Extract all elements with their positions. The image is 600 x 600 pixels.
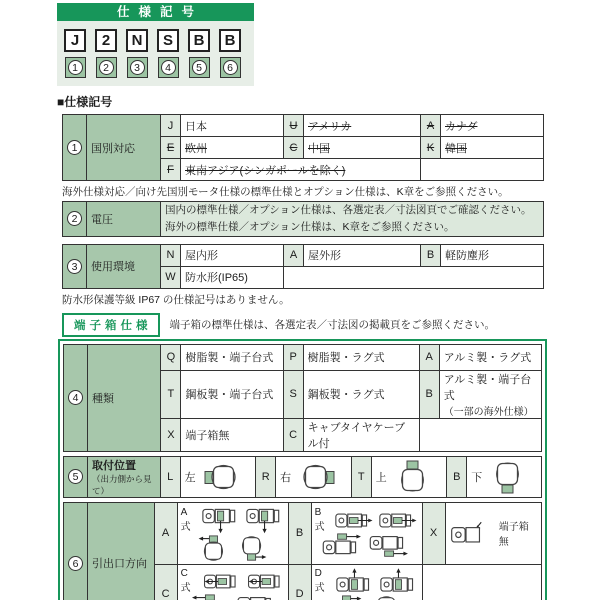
- position-left-label: 左: [184, 471, 196, 484]
- code-column: [157, 29, 179, 78]
- value-cell: 中国: [304, 137, 421, 159]
- environment-table: [62, 244, 544, 289]
- value-cell: [371, 456, 447, 497]
- code-cell: A: [419, 344, 439, 370]
- code-cell: F: [161, 159, 181, 181]
- code-cell: T: [351, 456, 371, 497]
- table-row: [64, 502, 542, 564]
- no-terminal-box-diagram: [445, 502, 541, 564]
- value-cell: 屋外形: [304, 244, 421, 266]
- code-letter-6: B: [219, 29, 241, 52]
- row-number-cell: [63, 202, 87, 237]
- code-column: [126, 29, 148, 78]
- motor-side-box-bottom-lead-right-icon: [369, 533, 411, 559]
- circled-number: 2: [99, 60, 114, 75]
- motor-front-box-top-lead-right-icon: [330, 595, 364, 600]
- motor-side-box-top-lead-left-icon: [188, 594, 230, 600]
- country-table: [62, 114, 544, 181]
- code-cell: X: [422, 502, 445, 564]
- row-label: 種類: [88, 344, 161, 451]
- row-label: 国別対応: [87, 115, 161, 181]
- value-cell: [439, 370, 541, 418]
- value-cell: [276, 456, 352, 497]
- direction-c-diagram: [177, 564, 288, 600]
- empty-cell: [284, 266, 544, 288]
- value-cell: アルミ製・ラグ式: [439, 344, 541, 370]
- value-cell: 鋼板製・ラグ式: [303, 370, 419, 418]
- code-cell: B: [419, 370, 439, 418]
- row-label: [88, 456, 161, 497]
- type-table: [63, 344, 542, 452]
- direction-a-diagram: [177, 502, 288, 564]
- code-cell: S: [283, 370, 303, 418]
- code-cell: Q: [161, 344, 181, 370]
- table-row: [63, 244, 544, 266]
- code-number-5: [189, 57, 210, 78]
- circled-number: 4: [161, 60, 176, 75]
- position-top-label: 上: [375, 471, 387, 484]
- code-cell: A: [154, 502, 177, 564]
- motor-box-bottom-icon: [490, 460, 524, 494]
- position-right-label: 右: [280, 471, 292, 484]
- circled-number: 5: [68, 469, 83, 484]
- circled-number: 6: [223, 60, 238, 75]
- motor-side-lead-down-icon: [246, 505, 285, 535]
- no-terminal-box-label: 端子箱無: [498, 522, 529, 549]
- terminal-box-table-group: [58, 339, 547, 600]
- mount-label: 取付位置: [92, 459, 136, 472]
- motor-side-lead-left-icon: [202, 569, 241, 594]
- code-cell: C: [284, 137, 304, 159]
- type-a-label: A式: [180, 506, 191, 533]
- motor-front-box-bottom-lead-left-icon: [369, 595, 403, 600]
- row-number-cell: [64, 344, 88, 451]
- motor-box-left-icon: [204, 462, 240, 492]
- circled-number: 2: [67, 211, 82, 226]
- value-cell: 防水形(IP65): [181, 266, 284, 288]
- value-cell: 樹脂製・ラグ式: [303, 344, 419, 370]
- voltage-line-2: 海外の標準仕様／オプション仕様は、K章をご参照ください。: [165, 220, 455, 233]
- circled-number: 3: [67, 259, 82, 274]
- type-b-label: B式: [314, 507, 325, 534]
- code-cell: R: [256, 456, 276, 497]
- code-cell: C: [154, 564, 177, 600]
- code-cell: L: [160, 456, 180, 497]
- value-cell: カナダ: [441, 115, 544, 137]
- code-letter-5: B: [188, 29, 210, 52]
- type-c-label: C式: [180, 568, 191, 595]
- row-number-cell: [64, 456, 88, 497]
- circled-number: 1: [68, 60, 83, 75]
- motor-side-lead-right-icon: [335, 508, 374, 533]
- section-heading: ■仕様記号: [57, 95, 113, 109]
- code-cell: T: [161, 370, 181, 418]
- code-cell: A: [421, 115, 441, 137]
- code-letter-4: S: [157, 29, 179, 52]
- code-cell: D: [288, 564, 311, 600]
- motor-side-box-bottom-lead-left-icon: [235, 594, 277, 600]
- code-cell: A: [284, 244, 304, 266]
- mount-position-table: [63, 456, 542, 498]
- terminal-box-note: 端子箱の標準仕様は、各選定表／寸法図の掲載頁をご参照ください。: [169, 319, 495, 332]
- value-cell: 軽防塵形: [441, 244, 544, 266]
- code-column: [95, 29, 117, 78]
- code-letter-3: N: [126, 29, 148, 52]
- motor-no-box-icon: [449, 519, 490, 547]
- motor-side-lead-down-icon: [202, 505, 241, 535]
- empty-cell: [422, 564, 541, 600]
- empty-cell: [419, 418, 541, 451]
- code-cell: P: [283, 344, 303, 370]
- row-label: 電圧: [87, 202, 161, 237]
- code-number-3: [127, 57, 148, 78]
- direction-b-diagram: [311, 502, 422, 564]
- row-number-cell: [64, 502, 88, 600]
- empty-cell: [421, 159, 544, 181]
- table-row: [64, 456, 542, 497]
- code-cell: B: [421, 244, 441, 266]
- code-column: [188, 29, 210, 78]
- circled-number: 4: [68, 390, 83, 405]
- code-cell: X: [161, 418, 181, 451]
- spec-code-panel: [57, 3, 254, 86]
- note-waterproof: 防水形保護等級 IP67 の仕様記号はありません。: [62, 293, 290, 306]
- value-cell: アメリカ: [304, 115, 421, 137]
- value-cell: 欧州: [181, 137, 284, 159]
- circled-number: 5: [192, 60, 207, 75]
- code-cell: W: [161, 266, 181, 288]
- code-cell: E: [161, 137, 181, 159]
- spec-code-title: 仕様記号: [57, 3, 254, 21]
- circled-number: 1: [67, 140, 82, 155]
- code-cell: B: [447, 456, 467, 497]
- table-row: [64, 344, 542, 370]
- spec-code-boxes: [57, 21, 254, 86]
- value-cell: 樹脂製・端子台式: [181, 344, 283, 370]
- code-number-1: [65, 57, 86, 78]
- value-cell: [180, 456, 256, 497]
- motor-side-lead-right-icon: [379, 508, 418, 533]
- motor-front-lead-right-icon: [235, 535, 269, 562]
- motor-side-box-top-lead-right-icon: [322, 533, 364, 559]
- direction-d-diagram: [311, 564, 422, 600]
- voltage-line-1: 国内の標準仕様／オプション仕様は、各選定表／寸法図頁でご確認ください。: [165, 204, 532, 216]
- value-cell: 日本: [181, 115, 284, 137]
- row-label: 使用環境: [87, 244, 161, 288]
- value-line-2: （一部の海外仕様）: [443, 406, 534, 418]
- motor-box-top-icon: [395, 460, 429, 494]
- code-cell: U: [284, 115, 304, 137]
- table-row: [63, 115, 544, 137]
- mount-sublabel: （出力側から見て）: [92, 473, 152, 496]
- row-number-cell: [63, 115, 87, 181]
- value-cell: 端子箱無: [181, 418, 283, 451]
- table-row: [63, 202, 544, 237]
- circled-number: 3: [130, 60, 145, 75]
- motor-side-lead-up-icon: [380, 567, 419, 595]
- note-overseas: 海外仕様対応／向け先国別モータ仕様の標準仕様とオプション仕様は、K章をご参照ください。: [62, 186, 509, 198]
- terminal-box-title: 端子箱仕様: [62, 313, 160, 337]
- code-cell: N: [161, 244, 181, 266]
- row-label: 引出口方向: [88, 502, 155, 600]
- value-cell: 韓国: [441, 137, 544, 159]
- outlet-direction-table: [63, 502, 542, 600]
- position-bottom-label: 下: [471, 471, 483, 484]
- value-cell: [467, 456, 542, 497]
- code-letter-2: 2: [95, 29, 117, 52]
- motor-front-lead-left-icon: [196, 535, 230, 562]
- code-number-4: [158, 57, 179, 78]
- code-cell: K: [421, 137, 441, 159]
- value-cell: 東南アジア(シンガポールを除く): [181, 159, 421, 181]
- code-cell: J: [161, 115, 181, 137]
- code-letter-1: J: [64, 29, 86, 52]
- value-cell: キャブタイヤケーブル付: [303, 418, 419, 451]
- voltage-description: [161, 202, 544, 237]
- voltage-table: [62, 201, 544, 237]
- motor-side-lead-left-icon: [246, 569, 285, 594]
- code-column: [64, 29, 86, 78]
- motor-side-lead-up-icon: [336, 567, 375, 595]
- code-cell: B: [288, 502, 311, 564]
- code-number-2: [96, 57, 117, 78]
- terminal-box-header: [62, 313, 600, 337]
- value-line-1: アルミ製・端子台式: [443, 373, 532, 402]
- circled-number: 6: [68, 556, 83, 571]
- code-number-6: [220, 57, 241, 78]
- value-cell: 屋内形: [181, 244, 284, 266]
- code-cell: C: [283, 418, 303, 451]
- code-column: [219, 29, 241, 78]
- value-cell: 鋼板製・端子台式: [181, 370, 283, 418]
- row-number-cell: [63, 244, 87, 288]
- motor-box-right-icon: [299, 462, 335, 492]
- type-d-label: D式: [314, 567, 325, 594]
